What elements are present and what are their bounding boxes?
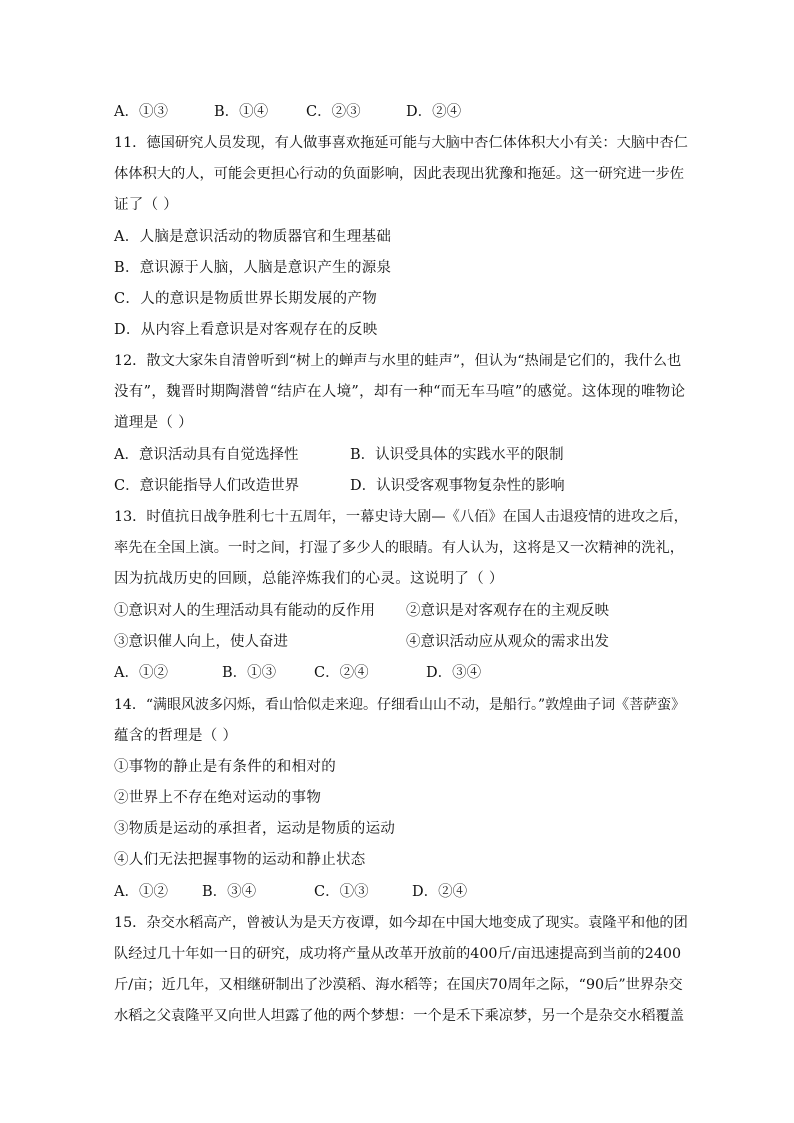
q13-items-row-1 <box>114 601 694 621</box>
q15-stem-line-3: 斤/亩；近几年，又相继研制出了沙漠稻、海水稻等；在国庆70周年之际，“90后”世界杂交 <box>114 977 683 993</box>
q14-option-b: B．③④ <box>202 884 257 900</box>
q13-option-c: C．②④ <box>314 665 369 681</box>
q12-stem-line-3: 道理是（ ） <box>114 415 193 431</box>
q13-item-1: ①意识对人的生理活动具有能动的反作用 <box>114 603 375 619</box>
q11-option-c: C．人的意识是物质世界长期发展的产物 <box>114 291 377 307</box>
q12-option-a: A．意识活动具有自觉选择性 <box>114 447 299 463</box>
q13-stem-line-3: 因为抗战历史的回顾，总能淬炼我们的心灵。这说明了（ ） <box>114 571 504 587</box>
q14-options <box>114 882 694 902</box>
q10-option-d: D．②④ <box>406 104 462 120</box>
q12-options-row-1 <box>114 445 694 465</box>
q14-stem-line-1: 14．“满眼风波多闪烁，看山恰似走来迎。仔细看山山不动，是船行。”敦煌曲子词《菩萨蛮》 <box>114 697 686 713</box>
q14-item-4: ④人们无法把握事物的运动和静止状态 <box>114 852 366 868</box>
q14-item-2: ②世界上不存在绝对运动的事物 <box>114 790 322 806</box>
q12-option-d: D．认识受客观事物复杂性的影响 <box>350 478 565 494</box>
q14-option-a: A．①② <box>114 884 168 900</box>
q11-stem-line-3: 证了（ ） <box>114 197 179 213</box>
q13-option-a: A．①② <box>114 665 168 681</box>
q13-stem-line-1: 13．时值抗日战争胜利七十五周年，一幕史诗大剧—《八佰》在国人击退疫情的进攻之后， <box>114 509 688 525</box>
q11-option-a: A．人脑是意识活动的物质器官和生理基础 <box>114 229 392 245</box>
q13-option-d: D．③④ <box>426 665 482 681</box>
q15-stem-line-1: 15．杂交水稻高产，曾被认为是天方夜谭，如今却在中国大地变成了现实。袁隆平和他的团 <box>114 915 688 931</box>
q13-options <box>114 663 694 683</box>
q12-stem-line-1: 12．散文大家朱自清曾听到“树上的蝉声与水里的蛙声”，但认为“热闹是它们的，我什么也 <box>114 353 682 369</box>
q13-items-row-2 <box>114 632 694 652</box>
q12-option-c: C．意识能指导人们改造世界 <box>114 478 300 494</box>
q11-stem-line-2: 体体积大的人，可能会更担心行动的负面影响，因此表现出犹豫和拖延。这一研究进一步佐 <box>114 166 685 182</box>
q14-option-c: C．①③ <box>314 884 369 900</box>
q11-option-b: B．意识源于人脑，人脑是意识产生的源泉 <box>114 260 392 276</box>
q13-stem-line-2: 率先在全国上演。一时之间，打湿了多少人的眼睛。有人认为，这将是又一次精神的洗礼， <box>114 540 685 556</box>
q14-item-1: ①事物的静止是有条件的和相对的 <box>114 759 336 775</box>
q14-option-d: D．②④ <box>412 884 468 900</box>
q10-option-a: A．①③ <box>114 104 168 120</box>
q14-item-3: ③物质是运动的承担者，运动是物质的运动 <box>114 821 396 837</box>
q11-option-d: D．从内容上看意识是对客观存在的反映 <box>114 322 378 338</box>
q13-item-3: ③意识催人向上，使人奋进 <box>114 634 288 650</box>
q15-stem-line-2: 队经过几十年如一日的研究，成功将产量从改革开放前的400斤/亩迅速提高到当前的2400 <box>114 946 682 962</box>
q12-stem-line-2: 没有”，魏晋时期陶潜曾“结庐在人境”，却有一种“而无车马喧”的感觉。这体现的唯物论 <box>114 384 686 400</box>
q13-option-b: B．①③ <box>222 665 277 681</box>
q14-stem-line-2: 蕴含的哲理是（ ） <box>114 728 238 744</box>
q12-option-b: B．认识受具体的实践水平的限制 <box>350 447 564 463</box>
q10-option-c: C．②③ <box>306 104 361 120</box>
q10-options <box>114 102 694 122</box>
q13-item-4: ④意识活动应从观众的需求出发 <box>406 634 609 650</box>
q15-stem-line-4: 水稻之父袁隆平又向世人坦露了他的两个梦想：一个是禾下乘凉梦，另一个是杂交水稻覆盖 <box>114 1008 685 1024</box>
q10-option-b: B．①④ <box>214 104 269 120</box>
q13-item-2: ②意识是对客观存在的主观反映 <box>406 603 609 619</box>
q12-options-row-2 <box>114 476 694 496</box>
q11-stem-line-1: 11．德国研究人员发现，有人做事喜欢拖延可能与大脑中杏仁体体积大小有关：大脑中杏仁 <box>114 135 688 151</box>
